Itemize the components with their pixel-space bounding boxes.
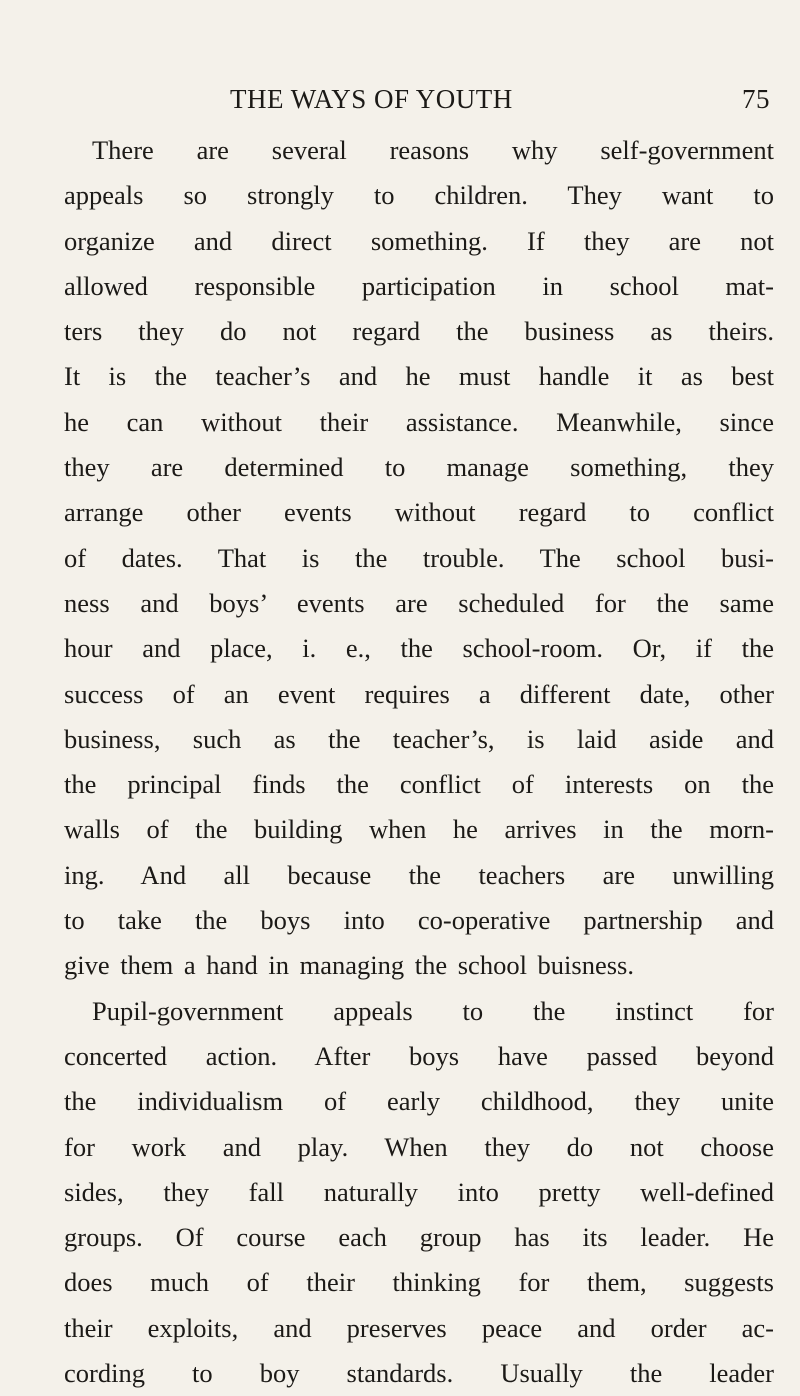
body-text [64, 128, 774, 1396]
text-line: There are several reasons why self-government [92, 135, 774, 165]
text-line: for work and play. When they do not choose [64, 1131, 774, 1162]
text-line: It is the teacher’s and he must handle it as best [64, 361, 774, 392]
text-line: arrange other events without regard to conflict [64, 497, 774, 528]
text-line: they are determined to manage something, they [64, 452, 774, 483]
text-line: hour and place, i. e., the school-room. Or, if the [64, 633, 774, 664]
text-line: Pupil-government appeals to the instinct for [92, 995, 774, 1026]
running-head [64, 84, 770, 120]
text-line: allowed responsible participation in school mat- [64, 270, 774, 301]
running-title: THE WAYS OF YOUTH [230, 84, 513, 114]
text-line: cording to boy standards. Usually the leader [64, 1358, 774, 1389]
text-line: groups. Of course each group has its leader. He [64, 1222, 774, 1253]
text-line: of dates. That is the trouble. The school busi- [64, 542, 774, 573]
text-line: their exploits, and preserves peace and order ac- [64, 1312, 774, 1343]
text-line: he can without their assistance. Meanwhile, since [64, 406, 774, 437]
page-number: 75 [742, 84, 770, 114]
text-line: ing. And all because the teachers are unwilling [64, 859, 774, 890]
text-line: walls of the building when he arrives in the morn- [64, 814, 774, 845]
text-line: the individualism of early childhood, they unite [64, 1086, 774, 1117]
text-line: to take the boys into co-operative partnership and [64, 905, 774, 936]
text-line: does much of their thinking for them, suggests [64, 1267, 774, 1298]
text-line: sides, they fall naturally into pretty well-defined [64, 1176, 774, 1207]
text-line: the principal finds the conflict of interests on the [64, 769, 774, 800]
text-line: ters they do not regard the business as theirs. [64, 316, 774, 347]
text-line: business, such as the teacher’s, is laid aside and [64, 723, 774, 754]
text-line: appeals so strongly to children. They want to [64, 180, 774, 211]
paragraph [64, 128, 774, 989]
text-line: concerted action. After boys have passed beyond [64, 1040, 774, 1071]
text-line: ness and boys’ events are scheduled for the same [64, 587, 774, 618]
text-line: give them a hand in managing the school buisness. [64, 950, 634, 981]
text-line: success of an event requires a different date, other [64, 678, 774, 709]
paragraph [64, 989, 774, 1396]
text-line: organize and direct something. If they are not [64, 225, 774, 256]
